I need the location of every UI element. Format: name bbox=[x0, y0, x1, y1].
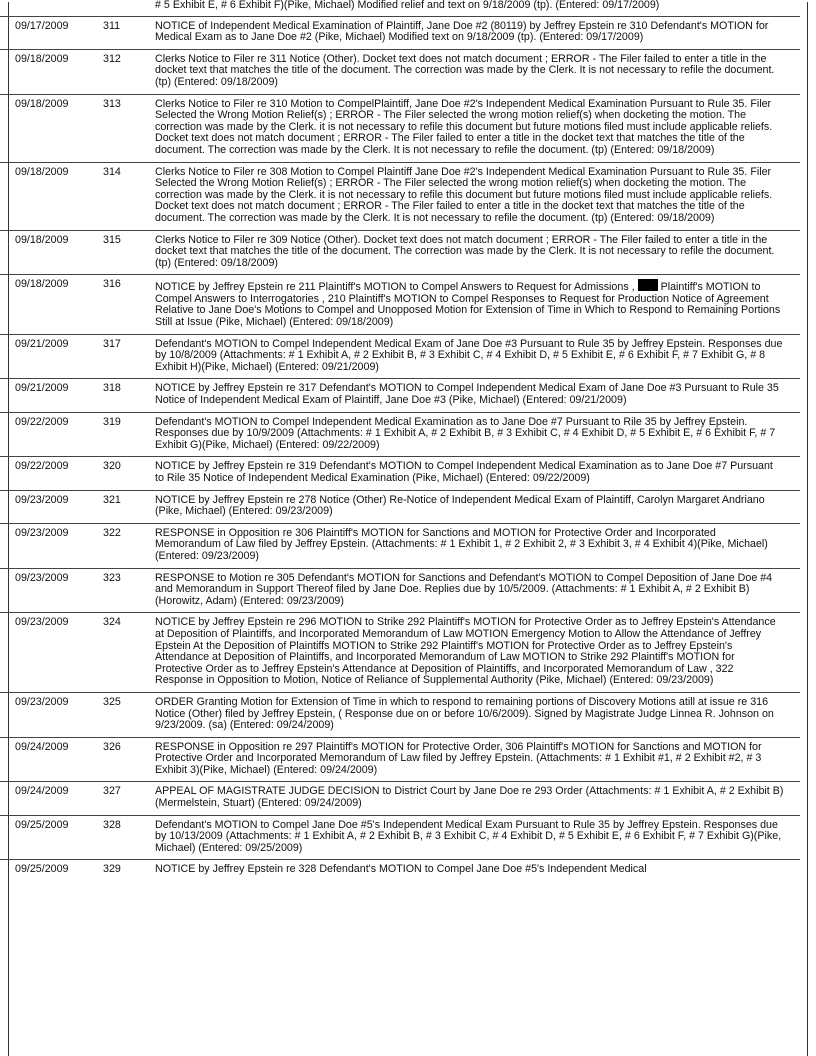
docket-entry-317 bbox=[0, 334, 800, 379]
entry-number: 316 bbox=[103, 275, 155, 334]
docket-entry-329 bbox=[0, 860, 800, 881]
entry-date: 09/21/2009 bbox=[0, 334, 103, 379]
entry-number: 322 bbox=[103, 523, 155, 568]
entry-date: 09/23/2009 bbox=[0, 613, 103, 693]
entry-number: 319 bbox=[103, 412, 155, 457]
redaction-box bbox=[638, 279, 658, 291]
entry-date: 09/18/2009 bbox=[0, 49, 103, 94]
entry-text: Clerks Notice to Filer re 309 Notice (Other). Docket text does not match document ; ERROR - The Filer failed to enter a title in the docket text that matches the title of the document. The correction was made by the Clerk. It is not necessary to refile the document. (tp) (Entered: 09/18/2009) bbox=[155, 230, 800, 275]
entry-date: 09/23/2009 bbox=[0, 568, 103, 613]
entry-text: Defendant's MOTION to Compel Independent Medical Exam of Jane Doe #3 Pursuant to Rule 35 by Jeffrey Epstein. Responses due by 10/8/2009 (Attachments: # 1 Exhibit A, # 2 Exhibit B, # 3 Exhibit C, # 4 Exhibit D, # 5 Exhibit E, # 6 Exhibit F, # 7 Exhibit G, # 8 Exhibit H)(Pike, Michael) (Entered: 09/21/2009) bbox=[155, 334, 800, 379]
docket-entry-326 bbox=[0, 737, 800, 782]
entry-text: Defendant's MOTION to Compel Independent Medical Examination as to Jane Doe #7 Pursuant to Rile 35 by Jeffrey Epstein. Responses due by 10/9/2009 (Attachments: # 1 Exhibit A, # 2 Exhibit B, # 3 Exhibit C, # 4 Exhibit D, # 5 Exhibit E, # 6 Exhibit F, # 7 Exhibit G)(Pike, Michael) (Entered: 09/22/2009) bbox=[155, 412, 800, 457]
entry-text: NOTICE of Independent Medical Examination of Plaintiff, Jane Doe #2 (80119) by Jeffrey Epstein re 310 Defendant's MOTION for Medical Exam as to Jane Doe #2 (Pike, Michael) Modified text on 9/18/2009 (tp). (Entered: 09/17/2009) bbox=[155, 16, 800, 49]
entry-text: Clerks Notice to Filer re 310 Motion to CompelPlaintiff, Jane Doe #2's Independent Medical Examination Pursuant to Rule 35. Filer Selected the Wrong Motion Relief(s) ; ERROR - The Filer selected the wrong motion relief(s) when docketing the motion. The correction was made by the Clerk. it is not necessary to refile this document but future motions filed must include applicable reliefs. Docket text does not match document ; ERROR - The Filer failed to enter a title in the docket text that matches the title of the document. The correction was made by the Clerk. It is not necessary to refile the document. (tp) (Entered: 09/18/2009) bbox=[155, 94, 800, 162]
docket-entry-315 bbox=[0, 230, 800, 275]
docket-entry-323 bbox=[0, 568, 800, 613]
docket-entry-311 bbox=[0, 16, 800, 49]
entry-number: 321 bbox=[103, 490, 155, 523]
entry-text: Clerks Notice to Filer re 311 Notice (Other). Docket text does not match document ; ERROR - The Filer failed to enter a title in the docket text that matches the title of the document. The correction was made by the Clerk. It is not necessary to refile the document. (tp) (Entered: 09/18/2009) bbox=[155, 49, 800, 94]
entry-text: Defendant's MOTION to Compel Jane Doe #5's Independent Medical Exam Pursuant to Rule 35 by Jeffrey Epstein. Responses due by 10/13/2009 (Attachments: # 1 Exhibit A, # 2 Exhibit B, # 3 Exhibit C, # 4 Exhibit D, # 5 Exhibit E, # 6 Exhibit F, # 7 Exhibit G)(Pike, Michael) (Entered: 09/25/2009) bbox=[155, 815, 800, 860]
entry-number: 312 bbox=[103, 49, 155, 94]
entry-number: 323 bbox=[103, 568, 155, 613]
docket-entry-321 bbox=[0, 490, 800, 523]
entry-date: 09/25/2009 bbox=[0, 815, 103, 860]
entry-text: NOTICE by Jeffrey Epstein re 319 Defendant's MOTION to Compel Independent Medical Examination as to Jane Doe #7 Pursuant to Rile 35 Notice of Independent Medical Examination (Pike, Michael) (Entered: 09/22/2009) bbox=[155, 457, 800, 490]
entry-text: NOTICE by Jeffrey Epstein re 328 Defendant's MOTION to Compel Jane Doe #5's Independent Medical bbox=[155, 860, 800, 881]
docket-entry-320 bbox=[0, 457, 800, 490]
entry-number: 313 bbox=[103, 94, 155, 162]
entry-number: 327 bbox=[103, 782, 155, 815]
docket-entry-327 bbox=[0, 782, 800, 815]
entry-date: 09/22/2009 bbox=[0, 457, 103, 490]
entry-number: 311 bbox=[103, 16, 155, 49]
entry-number: 320 bbox=[103, 457, 155, 490]
entry-number: 318 bbox=[103, 379, 155, 412]
docket-entry-322 bbox=[0, 523, 800, 568]
entry-text-part: NOTICE by Jeffrey Epstein re 211 Plaintiff's MOTION to Compel Answers to Request for Admissions , bbox=[155, 281, 635, 294]
docket-entry-325 bbox=[0, 692, 800, 737]
entry-date: 09/24/2009 bbox=[0, 782, 103, 815]
entry-text: APPEAL OF MAGISTRATE JUDGE DECISION to District Court by Jane Doe re 293 Order (Attachments: # 1 Exhibit A, # 2 Exhibit B)(Mermelstein, Stuart) (Entered: 09/24/2009) bbox=[155, 782, 800, 815]
entry-date: 09/17/2009 bbox=[0, 16, 103, 49]
entry-text: NOTICE by Jeffrey Epstein re 317 Defendant's MOTION to Compel Independent Medical Exam of Jane Doe #3 Pursuant to Rule 35 Notice of Independent Medical Exam of Plaintiff, Jane Doe #3 (Pike, Michael) (Entered: 09/21/2009) bbox=[155, 379, 800, 412]
entry-text: NOTICE by Jeffrey Epstein re 278 Notice (Other) Re-Notice of Independent Medical Exam of Plaintiff, Carolyn Margaret Andriano (Pike, Michael) (Entered: 09/23/2009) bbox=[155, 490, 800, 523]
entry-text: RESPONSE to Motion re 305 Defendant's MOTION for Sanctions and Defendant's MOTION to Compel Deposition of Jane Doe #4 and Memorandum in Support Thereof filed by Jane Doe. Replies due by 10/5/2009. (Attachments: # 1 Exhibit A, # 2 Exhibit B)(Horowitz, Adam) (Entered: 09/23/2009) bbox=[155, 568, 800, 613]
continuation-row bbox=[0, 0, 800, 16]
entry-number: 329 bbox=[103, 860, 155, 881]
entry-date: 09/18/2009 bbox=[0, 275, 103, 334]
entry-text: # 5 Exhibit E, # 6 Exhibit F)(Pike, Michael) Modified relief and text on 9/18/2009 (tp). (Entered: 09/17/2009) bbox=[155, 0, 660, 11]
entry-date: 09/21/2009 bbox=[0, 379, 103, 412]
entry-text-part: Plaintiff's MOTION to Compel Answers to Interrogatories , 210 Plaintiff's MOTION to Compel Responses to Request for Production Notice of Agreement Relative to Jane Doe's Motions to Compel and Unopposed Motion for Extension of Time in Which to Respond to Remaining Portions Still at Issue (Pike, Michael) (Entered: 09/18/2009) bbox=[155, 281, 781, 329]
entry-text bbox=[155, 275, 800, 334]
docket-entry-324 bbox=[0, 613, 800, 693]
docket-entry-316 bbox=[0, 275, 800, 334]
entry-date: 09/18/2009 bbox=[0, 94, 103, 162]
entry-date: 09/18/2009 bbox=[0, 162, 103, 230]
entry-date: 09/23/2009 bbox=[0, 490, 103, 523]
entry-number: 317 bbox=[103, 334, 155, 379]
entry-date: 09/25/2009 bbox=[0, 860, 103, 881]
entry-text: RESPONSE in Opposition re 306 Plaintiff's MOTION for Sanctions and MOTION for Protective Order and Incorporated Memorandum of Law filed by Jeffrey Epstein. (Attachments: # 1 Exhibit 1, # 2 Exhibit 2, # 3 Exhibit 3, # 4 Exhibit 4)(Pike, Michael) (Entered: 09/23/2009) bbox=[155, 523, 800, 568]
entry-date bbox=[0, 0, 103, 16]
entry-date: 09/23/2009 bbox=[0, 692, 103, 737]
entry-date: 09/23/2009 bbox=[0, 523, 103, 568]
entry-number: 328 bbox=[103, 815, 155, 860]
entry-number: 325 bbox=[103, 692, 155, 737]
docket-entry-313 bbox=[0, 94, 800, 162]
entry-number: 326 bbox=[103, 737, 155, 782]
entry-number bbox=[103, 0, 155, 16]
entry-number: 314 bbox=[103, 162, 155, 230]
entry-text: Clerks Notice to Filer re 308 Motion to Compel Plaintiff Jane Doe #2's Independent Medical Examination Pursuant to Rule 35. Filer Selected the Wrong Motion Relief(s) ; ERROR - The Filer selected the wrong motion relief(s) when docketing the motion. The correction was made by the Clerk. it is not necessary to refile this document but future motions filed must include applicable reliefs. Docket text does not match document ; ERROR - The Filer failed to enter a title in the docket text that matches the title of the document. The correction was made by the Clerk. It is not necessary to refile the document. (tp) (Entered: 09/18/2009) bbox=[155, 162, 800, 230]
entry-text: NOTICE by Jeffrey Epstein re 296 MOTION to Strike 292 Plaintiff's MOTION for Protective Order as to Jeffrey Epstein's Attendance at Deposition of Plaintiffs, and Incorporated Memorandum of Law MOTION Emergency Motion to Allow the Attendance of Jeffrey Epstein At the Deposition of Plaintiffs MOTION to Strike 292 Plaintiff's MOTION for Protective Order as to Jeffrey Epstein's Attendance at Deposition of Plaintiffs, and Incorporated Memorandum of Law MOTION to Strike 292 Plaintiff's MOTION for Protective Order as to Jeffrey Epstein's Attendance at Deposition of Plaintiffs, and Incorporated Memorandum of Law , 322 Response in Opposition to Motion, Notice of Reliance of Supplemental Authority (Pike, Michael) (Entered: 09/23/2009) bbox=[155, 613, 800, 693]
docket-entry-318 bbox=[0, 379, 800, 412]
entry-number: 315 bbox=[103, 230, 155, 275]
entry-text: RESPONSE in Opposition re 297 Plaintiff's MOTION for Protective Order, 306 Plaintiff's MOTION for Sanctions and MOTION for Protective Order and Incorporated Memorandum of Law filed by Jeffrey Epstein. (Attachments: # 1 Exhibit #1, # 2 Exhibit #2, # 3 Exhibit 3)(Pike, Michael) (Entered: 09/24/2009) bbox=[155, 737, 800, 782]
entry-number: 324 bbox=[103, 613, 155, 693]
entry-date: 09/18/2009 bbox=[0, 230, 103, 275]
docket-entry-314 bbox=[0, 162, 800, 230]
entry-date: 09/24/2009 bbox=[0, 737, 103, 782]
docket-entry-312 bbox=[0, 49, 800, 94]
entry-text: ORDER Granting Motion for Extension of Time in which to respond to remaining portions of Discovery Motions atill at issue re 316 Notice (Other) filed by Jeffrey Epstein, ( Response due on or before 10/6/2009). Signed by Magistrate Judge Linnea R. Johnson on 9/23/2009. (sa) (Entered: 09/24/2009) bbox=[155, 692, 800, 737]
docket-entry-319 bbox=[0, 412, 800, 457]
entry-date: 09/22/2009 bbox=[0, 412, 103, 457]
docket-entry-328 bbox=[0, 815, 800, 860]
